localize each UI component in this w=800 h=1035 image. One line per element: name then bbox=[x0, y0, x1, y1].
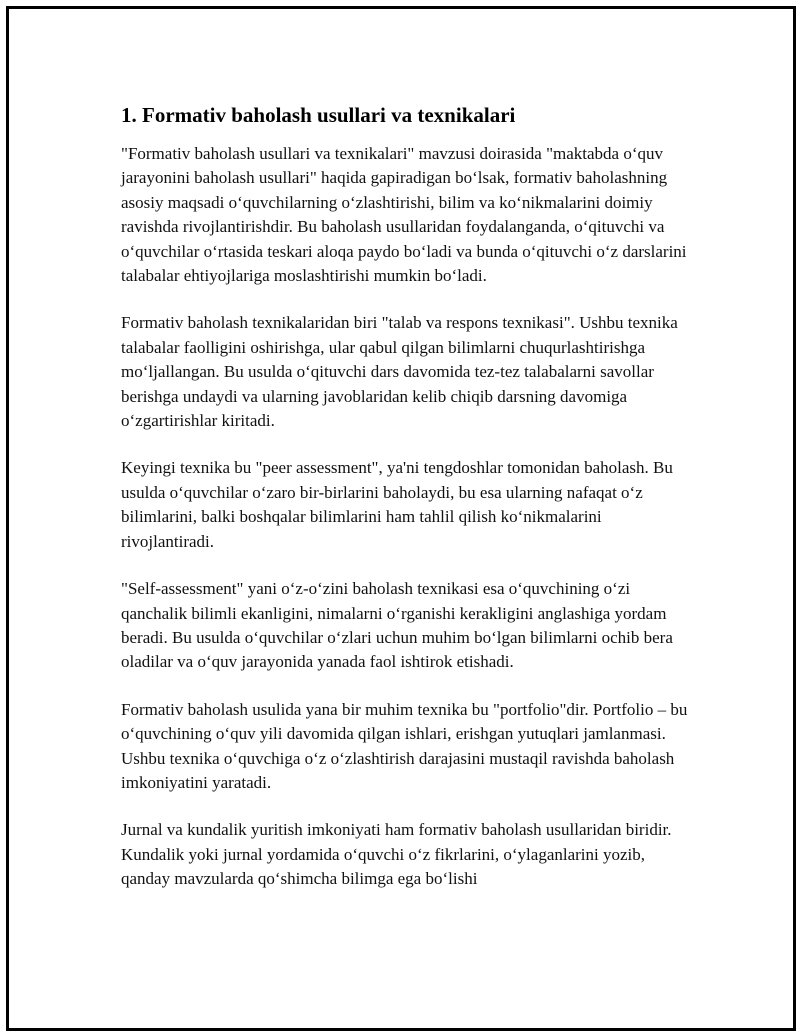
paragraph-peer-assessment: Keyingi texnika bu "peer assessment", ya'ni tengdoshlar tomonidan baholash. Bu usulda o‘quvchilar o‘zaro bir-birlarini baholaydi, bu esa ularning nafaqat o‘z bilimlarini, balki boshqalar bilimlarini ham tahlil qilish ko‘nikmalarini rivojlantiradi. bbox=[121, 458, 673, 551]
paragraph-intro: "Formativ baholash usullari va texnikalari" mavzusi doirasida "maktabda o‘quv jarayonini baholash usullari" haqida gapiradigan bo‘lsak, formativ baholashning asosiy maqsadi o‘quvchilarning o‘zlashtirishi, bilim va ko‘nikmalarini doimiy ravishda rivojlantirishdir. Bu baholash usullaridan foydalanganda, o‘qituvchi va o‘quvchilar o‘rtasida teskari aloqa paydo bo‘ladi va bunda o‘qituvchi o‘z darslarini talabalar ehtiyojlariga moslashtirishi mumkin bo‘ladi. bbox=[121, 144, 687, 286]
page-frame bbox=[6, 6, 796, 1031]
section-heading: 1. Formativ baholash usullari va texnikalari bbox=[121, 103, 516, 127]
paragraph-self-assessment: "Self-assessment" yani o‘z-o‘zini baholash texnikasi esa o‘quvchining o‘zi qanchalik bilimli ekanligini, nimalarni o‘rganishi kerakligini anglashiga yordam beradi. Bu usulda o‘quvchilar o‘zlari uchun muhim bo‘lgan bilimlarni ochib bera oladilar va o‘quv jarayonida yanada faol ishtirok etishadi. bbox=[121, 579, 673, 672]
paragraph-journal: Jurnal va kundalik yuritish imkoniyati ham formativ baholash usullaridan biridir. Kundalik yoki jurnal yordamida o‘quvchi o‘z fikrlarini, o‘ylaganlarini yozib, qanday mavzularda qo‘shimcha bilimga ega bo‘lishi bbox=[121, 820, 672, 889]
paragraph-request-response: Formativ baholash texnikalaridan biri "talab va respons texnikasi". Ushbu texnika talabalar faolligini oshirishga, ular qabul qilgan bilimlarni chuqurlashtirishga mo‘ljallangan. Bu usulda o‘qituvchi dars davomida tez-tez talabalarni savollar berishga undaydi va ularning javoblaridan kelib chiqib darsning davomiga o‘zgartirishlar kiritadi. bbox=[121, 313, 678, 431]
paragraph-portfolio: Formativ baholash usulida yana bir muhim texnika bu "portfolio"dir. Portfolio – bu o‘quvchining o‘quv yili davomida qilgan ishlari, erishgan yutuqlari jamlanmasi. Ushbu texnika o‘quvchiga o‘z o‘zlashtirish darajasini mustaqil ravishda baholash imkoniyatini yaratadi. bbox=[121, 699, 688, 792]
document-body bbox=[121, 101, 691, 915]
